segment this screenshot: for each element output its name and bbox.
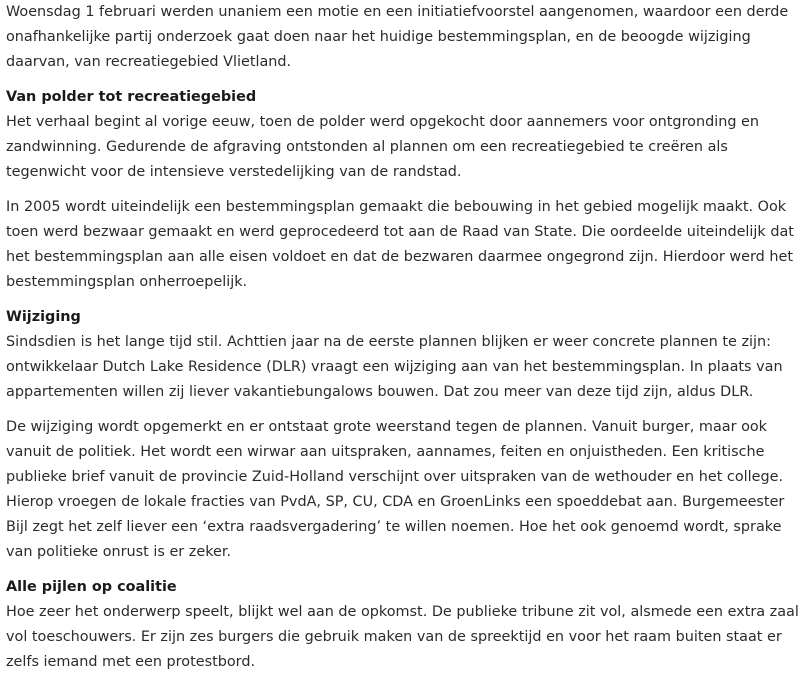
section-heading-wijziging: Wijziging (6, 309, 81, 325)
paragraph-polder-history: Het verhaal begint al vorige eeuw, toen de polder werd opgekocht door aannemers voor ontgronding en zandwinning. Gedurende de afgraving ontstonden al plannen om een recreatiegebied te creëren als tegenwicht voor de intensieve verstedelijking van de randstad. (6, 114, 760, 180)
intro-paragraph: Woensdag 1 februari werden unaniem een motie en een initiatiefvoorstel aangenomen, waardoor een derde onafhankelijke partij onderzoek gaat doen naar het huidige bestemmingsplan, en de beoogde wijziging daarvan, van recreatiegebied Vlietland. (6, 4, 789, 70)
paragraph-wijziging-dlr: Sindsdien is het lange tijd stil. Achttien jaar na de eerste plannen blijken er weer concrete plannen te zijn: ontwikkelaar Dutch Lake Residence (DLR) vraagt een wijziging aan van het bestemmingsplan. In plaats van appartementen willen zij liever vakantiebungalows bouwen. Dat zou meer van deze tijd zijn, aldus DLR. (6, 334, 783, 400)
section-heading-coalitie: Alle pijlen op coalitie (6, 579, 177, 595)
paragraph-weerstand: De wijziging wordt opgemerkt en er ontstaat grote weerstand tegen de plannen. Vanuit burger, maar ook vanuit de politiek. Het wordt een wirwar aan uitspraken, aannames, feiten en onjuistheden. Een kritische publieke brief vanuit de provincie Zuid-Holland verschijnt over uitspraken van de wethouder en het college. Hierop vroegen de lokale fracties van PvdA, SP, CU, CDA en GroenLinks een spoeddebat aan. Burgemeester Bijl zegt het zelf liever een ‘extra raadsvergadering’ te willen noemen. Hoe het ook genoemd wordt, sprake van politieke onrust is er zeker. (6, 419, 785, 560)
paragraph-bestemmingsplan-2005: In 2005 wordt uiteindelijk een bestemmingsplan gemaakt die bebouwing in het gebied mogelijk maakt. Ook toen werd bezwaar gemaakt en werd geprocedeerd tot aan de Raad van State. Die oordeelde uiteindelijk dat het bestemmingsplan aan alle eisen voldoet en dat de bezwaren daarmee ongegrond zijn. Hierdoor werd het bestemmingsplan onherroepelijk. (6, 199, 794, 290)
paragraph-opkomst: Hoe zeer het onderwerp speelt, blijkt wel aan de opkomst. De publieke tribune zit vol, alsmede een extra zaal vol toeschouwers. Er zijn zes burgers die gebruik maken van de spreektijd en voor het raam buiten staat er zelfs iemand met een protestbord. (6, 604, 799, 670)
section-heading-polder: Van polder tot recreatiegebied (6, 89, 257, 105)
